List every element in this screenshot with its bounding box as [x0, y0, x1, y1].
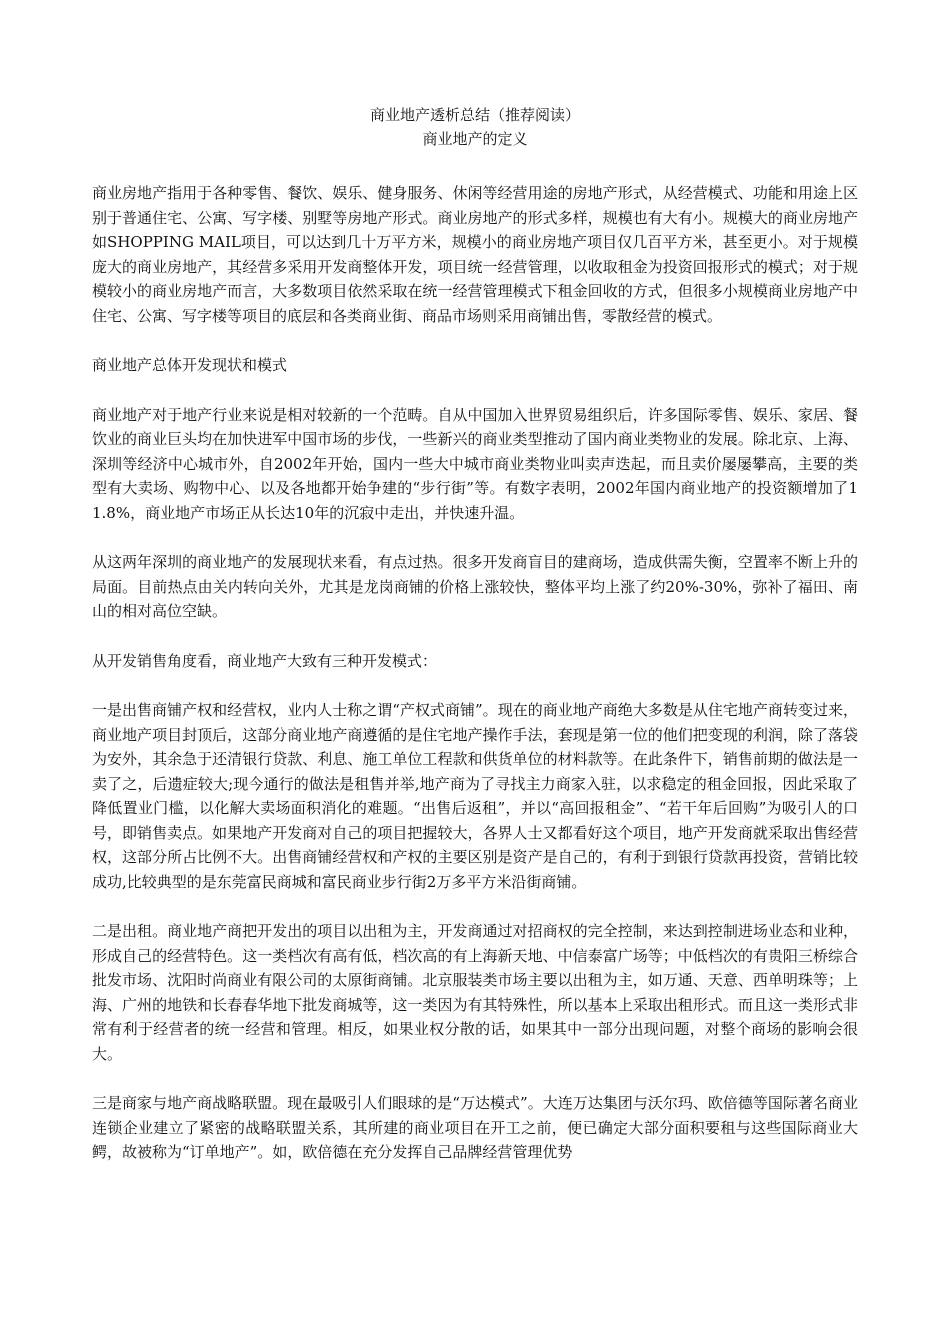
spacer — [92, 151, 858, 181]
section-heading: 商业地产总体开发现状和模式 — [92, 356, 288, 374]
spacer — [92, 525, 858, 550]
spacer — [92, 673, 858, 698]
spacer — [92, 894, 858, 919]
paragraph-shenzhen: 从这两年深圳的商业地产的发展现状来看，有点过热。很多开发商盲目的建商场，造成供需失衡，空置率不断上升的局面。目前热点由关内转向关外，尤其是龙岗商铺的价格上涨较快，整体平均上涨了约20%-30%，弥补了福田、南山的相对高位空缺。 — [92, 553, 858, 620]
document-subtitle: 商业地产的定义 — [422, 130, 528, 148]
paragraph-mode-three: 三是商家与地产商战略联盟。现在最吸引人们眼球的是“万达模式”。大连万达集团与沃尔玛、欧倍德等国际著名商业连锁企业建立了紧密的战略联盟关系，其所建的商业项目在开工之前，便已确定大部分面积要租与这些国际商业大鳄，故被称为“订单地产”。如，欧倍德在充分发挥自己品牌经营管理优势 — [92, 1094, 858, 1161]
spacer — [92, 1066, 858, 1091]
paragraph-definition: 商业房地产指用于各种零售、餐饮、娱乐、健身服务、休闲等经营用途的房地产形式，从经营模式、功能和用途上区别于普通住宅、公寓、写字楼、别墅等房地产形式。商业房地产的形式多样，规模也有大有小。规模大的商业房地产如SHOPPING MAIL项目，可以达到几十万平方米，规模小的商业房地产项目仅几百平方米，甚至更小。对于规模庞大的商业房地产，其经营多采用开发商整体开发，项目统一经营管理，以收取租金为投资回报形式的模式；对于规模较小的商业房地产而言，大多数项目依然采取在统一经营管理模式下租金回收的方式，但很多小规模商业房地产中住宅、公寓、写字楼等项目的底层和各类商业街、商品市场则采用商铺出售，零散经营的模式。 — [92, 184, 858, 325]
paragraph-mode-two: 二是出租。商业地产商把开发出的项目以出租为主，开发商通过对招商权的完全控制，来达到控制进场业态和业种，形成自己的经营特色。这一类档次有高有低，档次高的有上海新天地、中信泰富广场等；中低档次的有贵阳三桥综合批发市场、沈阳时尚商业有限公司的太原街商铺。北京服装类市场主要以出租为主，如万通、天意、西单明珠等；上海、广州的地铁和长春春华地下批发商城等，这一类因为有其特殊性，所以基本上采取出租形式。而且这一类形式非常有利于经营者的统一经营和管理。相反，如果业权分散的话，如果其中一部分出现问题，对整个商场的影响会很大。 — [92, 922, 858, 1063]
document-title: 商业地产透析总结（推荐阅读） — [369, 106, 580, 124]
paragraph-modes-intro: 从开发销售角度看，商业地产大致有三种开发模式： — [92, 651, 438, 670]
spacer — [92, 378, 858, 403]
paragraph-mode-one: 一是出售商铺产权和经营权，业内人士称之谓“产权式商铺”。现在的商业地产商绝大多数是从住宅地产商转变过来，商业地产项目封顶后，这部分商业地产商遵循的是住宅地产操作手法，套现是第一位的他们把变现的利润，除了落袋为安外，其余急于还清银行贷款、利息、施工单位工程款和供货单位的材料款等。在此条件下，销售前期的做法是一卖了之，后遗症较大;现今通行的做法是租售并举,地产商为了寻找主力商家入驻，以求稳定的租金回报，因此采取了降低置业门槛，以化解大卖场面积消化的难题。“出售后返租”，并以“高回报租金”、“若干年后回购”为吸引人的口号，即销售卖点。如果地产开发商对自己的项目把握较大，各界人士又都看好这个项目，地产开发商就采取出售经营权，这部分所占比例不大。出售商铺经营权和产权的主要区别是资产是自己的，有利于到银行贷款再投资，营销比较成功,比较典型的是东莞富民商城和富民商业步行街2万多平方米沿街商铺。 — [92, 701, 858, 891]
spacer — [92, 328, 858, 353]
paragraph-status: 商业地产对于地产行业来说是相对较新的一个范畴。自从中国加入世界贸易组织后，许多国际零售、娱乐、家居、餐饮业的商业巨头均在加快进军中国市场的步伐，一些新兴的商业类型推动了国内商业类物业的发展。除北京、上海、深圳等经济中心城市外，自2002年开始，国内一些大中城市商业类物业叫卖声迭起，而且卖价屡屡攀高，主要的类型有大卖场、购物中心、以及各地都开始争建的“步行街”等。有数字表明，2002年国内商业地产的投资额增加了11.8%，商业地产市场正从长达10年的沉寂中走出，并快速升温。 — [92, 405, 858, 522]
spacer — [92, 624, 858, 649]
